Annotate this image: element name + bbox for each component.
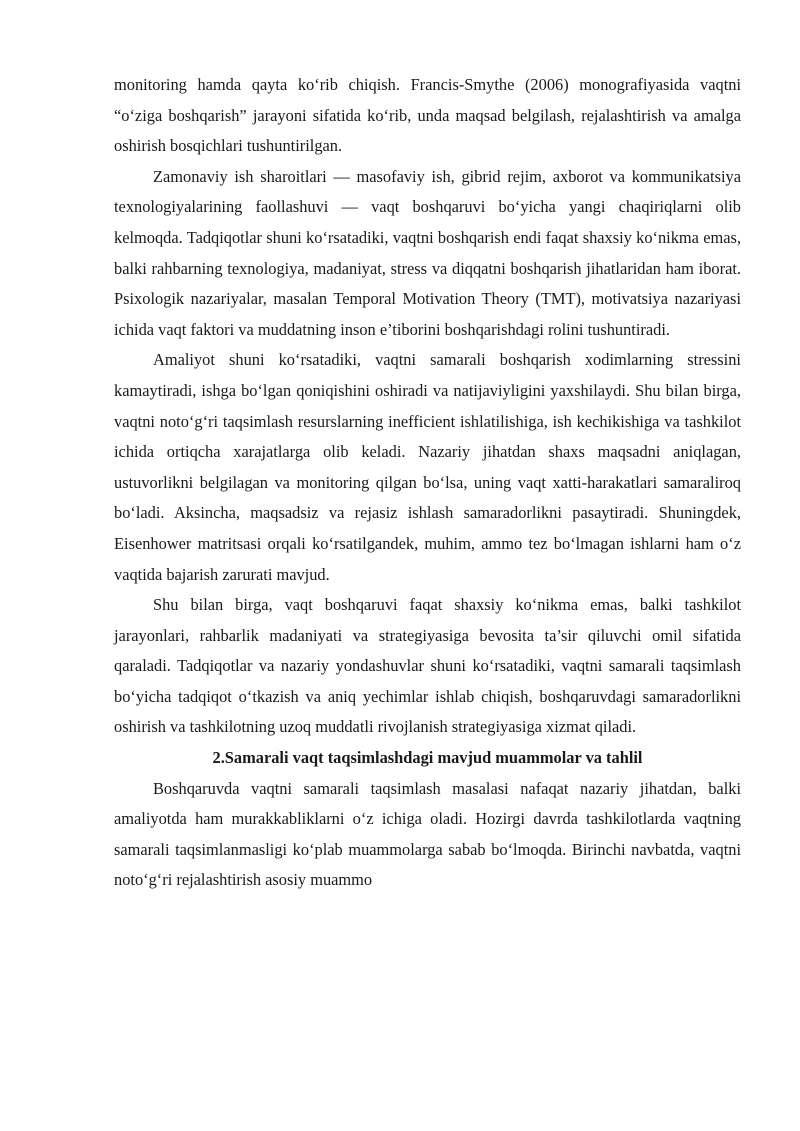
paragraph-section-intro: Boshqaruvda vaqtni samarali taqsimlash masalasi nafaqat nazariy jihatdan, balki amaliyotda ham murakkabliklarni o‘z ichiga oladi. Hozirgi davrda tashkilotlarda vaqtning samarali taqsimlanmasligi ko‘plab muammolarga sabab bo‘lmoqda. Birinchi navbatda, vaqtni noto‘g‘ri rejalashtirish asosiy muammo [114, 778, 741, 890]
document-page [114, 70, 741, 896]
section-heading: 2.Samarali vaqt taqsimlashdagi mavjud muammolar va tahlil [212, 748, 643, 768]
paragraph-modern-work-conditions: Zamonaviy ish sharoitlari — masofaviy ish, gibrid rejim, axborot va kommunikatsiya texnologiyalarining faollashuvi — vaqt boshqaruvi bo‘yicha yangi chaqiriqlarni olib kelmoqda. Tadqiqotlar shuni ko‘rsatadiki, vaqtni boshqarish endi faqat shaxsiy ko‘nikma emas, balki rahbarning texnologiya, madaniyat, stress va diqqatni boshqarish jihatlaridan ham iborat. Psixologik nazariyalar, masalan Temporal Motivation Theory (TMT), motivatsiya nazariyasi ichida vaqt faktori va muddatning inson e’tiborini boshqarishdagi rolini tushuntiradi. [114, 166, 741, 339]
paragraph-practice-effects: Amaliyot shuni ko‘rsatadiki, vaqtni samarali boshqarish xodimlarning stressini kamaytiradi, ishga bo‘lgan qoniqishini oshiradi va natijaviyligini yaxshilaydi. Shu bilan birga, vaqtni noto‘g‘ri taqsimlash resurslarning inefficient ishlatilishiga, ish kechikishiga va tashkilot ichida ortiqcha xarajatlarga olib keladi. Nazariy jihatdan shaxs maqsadni aniqlagan, ustuvorlikni belgilagan va monitoring qilgan bo‘lsa, uning vaqt xatti-harakatlari samaraliroq bo‘ladi. Aksincha, maqsadsiz va rejasiz ishlash samaradorlikni pasaytiradi. Shuningdek, Eisenhower matritsasi orqali ko‘rsatilgandek, muhim, ammo tez bo‘lmagan ishlarni ham o‘z vaqtida bajarish zarurati mavjud. [114, 350, 741, 584]
paragraph-organizational-factor: Shu bilan birga, vaqt boshqaruvi faqat shaxsiy ko‘nikma emas, balki tashkilot jarayonlari, rahbarlik madaniyati va strategiyasiga bevosita ta’sir qiluvchi omil sifatida qaraladi. Tadqiqotlar va nazariy yondashuvlar shuni ko‘rsatadiki, vaqtni samarali taqsimlash bo‘yicha tadqiqot o‘tkazish va aniq yechimlar ishlab chiqish, boshqaruvdagi samaradorlikni oshirish va tashkilotning uzoq muddatli rivojlanish strategiyasiga xizmat qiladi. [114, 595, 741, 737]
paragraph-continued: monitoring hamda qayta ko‘rib chiqish. Francis-Smythe (2006) monografiyasida vaqtni “o‘ziga boshqarish” jarayoni sifatida ko‘rib, unda maqsad belgilash, rejalashtirish va amalga oshirish bosqichlari tushuntirilgan. [114, 75, 741, 156]
